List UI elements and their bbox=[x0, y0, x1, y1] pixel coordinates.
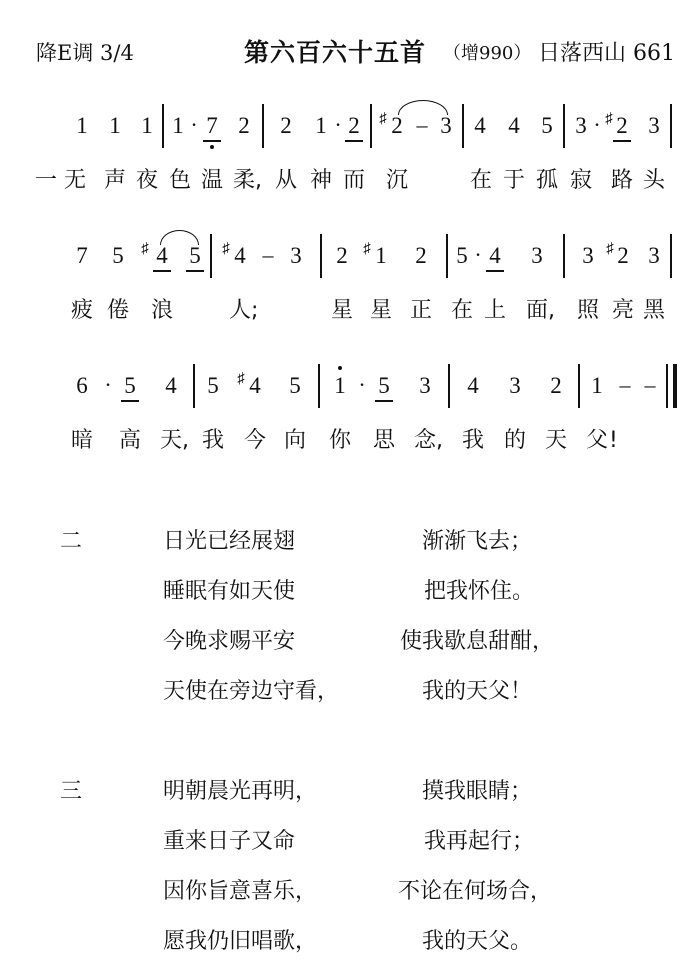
barline bbox=[563, 104, 565, 148]
lyric-char: 上 bbox=[483, 298, 506, 323]
note: 2 bbox=[238, 113, 250, 138]
note: 2 bbox=[280, 113, 292, 138]
barline bbox=[462, 104, 464, 148]
lyric-char: 我 bbox=[461, 428, 484, 453]
dash-extension: – bbox=[262, 242, 274, 267]
lyric-char: 的 bbox=[503, 428, 526, 453]
lyric-char: 在 bbox=[450, 298, 473, 323]
verse-line: 日光已经展翅 bbox=[163, 529, 296, 554]
lyric-char: 亮 bbox=[611, 298, 634, 323]
note: 4 bbox=[489, 243, 501, 268]
note: 4 bbox=[249, 373, 261, 398]
lyric-char: 我 bbox=[201, 428, 224, 453]
note: 2 bbox=[415, 243, 427, 268]
score-system-2 bbox=[0, 230, 700, 350]
eighth-underline bbox=[186, 270, 204, 272]
note: 1 bbox=[334, 373, 346, 398]
note: 1 bbox=[591, 373, 603, 398]
note: 2 bbox=[348, 113, 360, 138]
note: 3 bbox=[582, 243, 594, 268]
key-signature: 降E调 3/4 bbox=[36, 41, 134, 65]
lyric-char: 父 bbox=[585, 428, 608, 453]
verse-line: 我再起行； bbox=[424, 829, 535, 854]
note: 2 bbox=[391, 113, 403, 138]
note: 3 bbox=[440, 113, 452, 138]
lyric-char: 思 bbox=[372, 428, 395, 453]
lyric-char: 人 bbox=[228, 298, 251, 323]
lyric-char: 夜 bbox=[135, 168, 158, 193]
eighth-underline bbox=[345, 140, 363, 142]
final-barline bbox=[673, 364, 677, 408]
note: 1 bbox=[141, 113, 153, 138]
note: 5 bbox=[124, 373, 136, 398]
sharp-sign: ♯ bbox=[379, 111, 387, 127]
lyric-char: 念 bbox=[413, 428, 436, 453]
sharp-sign: ♯ bbox=[606, 241, 614, 257]
lyric-char: 声 bbox=[103, 168, 126, 193]
lyrics-row bbox=[0, 430, 700, 470]
barline bbox=[193, 364, 195, 408]
score-system-1 bbox=[0, 100, 700, 220]
lyric-char: 而 bbox=[342, 168, 365, 193]
lyric-char: 面 bbox=[525, 298, 548, 323]
verse-line: 明朝晨光再明， bbox=[163, 779, 318, 804]
notes-row bbox=[0, 230, 700, 286]
lyrics-row bbox=[0, 300, 700, 340]
lyric-char: 向 bbox=[283, 428, 306, 453]
note: 5 bbox=[378, 373, 390, 398]
eighth-underline bbox=[613, 140, 631, 142]
barline bbox=[446, 234, 448, 278]
verse-line: 天使在旁边守看， bbox=[163, 679, 340, 704]
lyric-char: 倦 bbox=[106, 298, 129, 323]
note: 5 bbox=[189, 243, 201, 268]
dash-extension: – bbox=[416, 112, 428, 137]
slur-arc bbox=[160, 230, 199, 245]
lyric-char: 你 bbox=[328, 428, 351, 453]
barline bbox=[210, 234, 212, 278]
barline bbox=[262, 104, 264, 148]
note: 4 bbox=[165, 373, 177, 398]
note: 4 bbox=[234, 243, 246, 268]
dot-extension: · bbox=[593, 112, 601, 137]
verse-line: 渐渐飞去； bbox=[422, 529, 533, 554]
note: 5 bbox=[112, 243, 124, 268]
sharp-sign: ♯ bbox=[605, 111, 613, 127]
note: 1 bbox=[172, 113, 184, 138]
note: 1 bbox=[76, 113, 88, 138]
eighth-underline bbox=[121, 400, 139, 402]
note: 7 bbox=[206, 113, 218, 138]
barline bbox=[448, 364, 450, 408]
eighth-underline bbox=[375, 400, 393, 402]
lyric-punctuation: , bbox=[436, 428, 443, 453]
hymn-supplement-number: （增990） bbox=[443, 43, 532, 64]
barline bbox=[578, 364, 580, 408]
note: 3 bbox=[531, 243, 543, 268]
lyric-char: 孤 bbox=[535, 168, 558, 193]
verse-line: 愿我仍旧唱歌， bbox=[163, 929, 318, 954]
note: 5 bbox=[289, 373, 301, 398]
verse-line: 因你旨意喜乐， bbox=[163, 879, 318, 904]
lyric-char: 疲 bbox=[70, 298, 93, 323]
lyric-char: 暗 bbox=[70, 428, 93, 453]
lyric-char: 今 bbox=[243, 428, 266, 453]
lyric-punctuation: ! bbox=[609, 428, 618, 453]
barline bbox=[320, 234, 322, 278]
lyric-char: 神 bbox=[309, 168, 332, 193]
dot-extension: · bbox=[334, 112, 342, 137]
dot-extension: · bbox=[104, 372, 112, 397]
verse-line: 今晚求赐平安 bbox=[163, 629, 296, 654]
verse-line: 使我歇息甜酣， bbox=[400, 629, 555, 654]
note: 3 bbox=[509, 373, 521, 398]
lyric-char: 在 bbox=[469, 168, 492, 193]
lyric-char: 天 bbox=[159, 428, 182, 453]
verse-line: 不论在何场合， bbox=[398, 879, 553, 904]
lyric-char: 柔 bbox=[232, 168, 255, 193]
note: 5 bbox=[207, 373, 219, 398]
barline bbox=[370, 104, 372, 148]
verse-3 bbox=[0, 770, 700, 970]
lyric-char: 星 bbox=[369, 298, 392, 323]
verse-number: 三 bbox=[60, 779, 83, 804]
note: 2 bbox=[550, 373, 562, 398]
lyric-char: 路 bbox=[610, 168, 633, 193]
note: 4 bbox=[467, 373, 479, 398]
note: 1 bbox=[315, 113, 327, 138]
note: 1 bbox=[375, 243, 387, 268]
barline bbox=[318, 364, 320, 408]
lyric-char: 星 bbox=[330, 298, 353, 323]
sharp-sign: ♯ bbox=[141, 241, 149, 257]
dash-extension: – bbox=[644, 372, 656, 397]
note: 3 bbox=[648, 243, 660, 268]
note: 3 bbox=[419, 373, 431, 398]
barline bbox=[162, 104, 164, 148]
sharp-sign: ♯ bbox=[363, 241, 371, 257]
verse-line: 我的天父。 bbox=[422, 929, 533, 954]
lyric-char: 头 bbox=[642, 168, 665, 193]
lyric-char: 一 bbox=[34, 168, 57, 193]
lyrics-row bbox=[0, 170, 700, 210]
note: 3 bbox=[648, 113, 660, 138]
note: 2 bbox=[336, 243, 348, 268]
note: 5 bbox=[541, 113, 553, 138]
low-octave-dot bbox=[210, 145, 214, 149]
verse-number: 二 bbox=[60, 529, 83, 554]
verse-line: 摸我眼睛； bbox=[422, 779, 533, 804]
barline bbox=[670, 234, 672, 278]
notes-row bbox=[0, 100, 700, 156]
verse-line: 我的天父！ bbox=[422, 679, 533, 704]
lyric-char: 无 bbox=[63, 168, 86, 193]
dot-extension: · bbox=[358, 372, 366, 397]
sharp-sign: ♯ bbox=[237, 371, 245, 387]
dot-extension: · bbox=[190, 112, 198, 137]
eighth-underline bbox=[203, 140, 221, 142]
dot-extension: · bbox=[474, 242, 482, 267]
note: 3 bbox=[290, 243, 302, 268]
dash-extension: – bbox=[619, 372, 631, 397]
slur-arc bbox=[398, 100, 448, 115]
lyric-char: 照 bbox=[576, 298, 599, 323]
lyric-char: 寂 bbox=[569, 168, 592, 193]
eighth-underline bbox=[153, 270, 171, 272]
note: 4 bbox=[508, 113, 520, 138]
lyric-punctuation: , bbox=[548, 298, 555, 323]
lyric-char: 从 bbox=[274, 168, 297, 193]
lyric-char: 色 bbox=[168, 168, 191, 193]
note: 4 bbox=[156, 243, 168, 268]
sharp-sign: ♯ bbox=[222, 241, 230, 257]
lyric-char: 正 bbox=[409, 298, 432, 323]
lyric-punctuation: , bbox=[255, 168, 262, 193]
hymn-number-title: 第六百六十五首 bbox=[244, 38, 427, 67]
verse-line: 把我怀住。 bbox=[424, 579, 535, 604]
lyric-char: 于 bbox=[502, 168, 525, 193]
note: 3 bbox=[575, 113, 587, 138]
note: 2 bbox=[617, 243, 629, 268]
note: 2 bbox=[616, 113, 628, 138]
barline bbox=[563, 234, 565, 278]
hymn-name: 日落西山 661 bbox=[538, 41, 675, 66]
lyric-char: 高 bbox=[118, 428, 141, 453]
lyric-char: 浪 bbox=[150, 298, 173, 323]
verse-line: 重来日子又命 bbox=[163, 829, 296, 854]
barline bbox=[670, 104, 672, 148]
lyric-punctuation: ; bbox=[251, 298, 259, 323]
lyric-char: 沉 bbox=[385, 168, 408, 193]
note: 7 bbox=[76, 243, 88, 268]
verse-2 bbox=[0, 520, 700, 720]
verse-line: 睡眠有如天使 bbox=[163, 579, 296, 604]
eighth-underline bbox=[486, 270, 504, 272]
barline bbox=[666, 364, 668, 408]
note: 5 bbox=[456, 243, 468, 268]
notes-row bbox=[0, 360, 700, 416]
score-system-3 bbox=[0, 360, 700, 480]
lyric-char: 黑 bbox=[642, 298, 665, 323]
lyric-char: 天 bbox=[544, 428, 567, 453]
lyric-punctuation: , bbox=[182, 428, 189, 453]
lyric-char: 温 bbox=[200, 168, 223, 193]
note: 1 bbox=[109, 113, 121, 138]
note: 4 bbox=[474, 113, 486, 138]
note: 6 bbox=[76, 373, 88, 398]
high-octave-dot bbox=[338, 366, 342, 370]
